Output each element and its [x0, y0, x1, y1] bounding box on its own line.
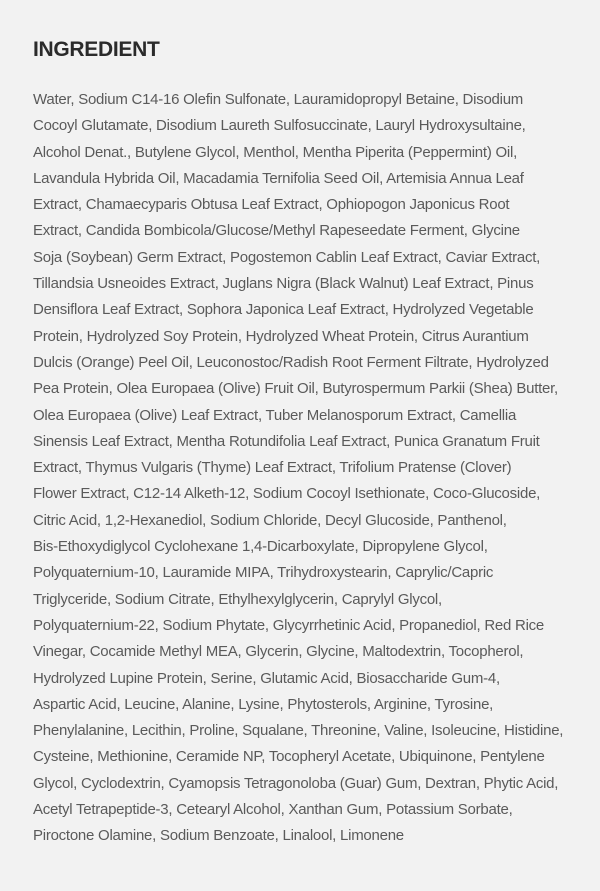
ingredient-line: Alcohol Denat., Butylene Glycol, Menthol, Mentha Piperita (Peppermint) Oil,	[33, 143, 517, 161]
ingredient-line: Densiflora Leaf Extract, Sophora Japonica Leaf Extract, Hydrolyzed Vegetable	[33, 301, 534, 319]
ingredient-line: Tillandsia Usneoides Extract, Juglans Nigra (Black Walnut) Leaf Extract, Pinus	[33, 275, 534, 293]
ingredient-line: Extract, Candida Bombicola/Glucose/Methyl Rapeseedate Ferment, Glycine	[33, 222, 520, 240]
ingredient-line: Piroctone Olamine, Sodium Benzoate, Linalool, Limonene	[33, 827, 404, 845]
ingredient-line: Hydrolyzed Lupine Protein, Serine, Glutamic Acid, Biosaccharide Gum-4,	[33, 669, 500, 687]
ingredient-line: Cocoyl Glutamate, Disodium Laureth Sulfosuccinate, Lauryl Hydroxysultaine,	[33, 117, 526, 135]
ingredient-line: Pea Protein, Olea Europaea (Olive) Fruit Oil, Butyrospermum Parkii (Shea) Butter,	[33, 380, 558, 398]
ingredient-line: Phenylalanine, Lecithin, Proline, Squalane, Threonine, Valine, Isoleucine, Histidine,	[33, 722, 564, 740]
ingredient-line: Cysteine, Methionine, Ceramide NP, Tocopheryl Acetate, Ubiquinone, Pentylene	[33, 748, 545, 766]
ingredient-line: Dulcis (Orange) Peel Oil, Leuconostoc/Radish Root Ferment Filtrate, Hydrolyzed	[33, 353, 549, 371]
ingredient-line: Polyquaternium-10, Lauramide MIPA, Trihydroxystearin, Caprylic/Capric	[33, 564, 494, 582]
ingredient-line: Glycol, Cyclodextrin, Cyamopsis Tetragonoloba (Guar) Gum, Dextran, Phytic Acid,	[33, 774, 559, 792]
ingredient-line: Lavandula Hybrida Oil, Macadamia Ternifolia Seed Oil, Artemisia Annua Leaf	[33, 169, 524, 187]
ingredient-line: Extract, Chamaecyparis Obtusa Leaf Extract, Ophiopogon Japonicus Root	[33, 196, 510, 214]
section-title: INGREDIENT	[33, 38, 160, 61]
ingredient-line: Polyquaternium-22, Sodium Phytate, Glycyrrhetinic Acid, Propanediol, Red Rice	[33, 616, 545, 634]
ingredient-line: Triglyceride, Sodium Citrate, Ethylhexylglycerin, Caprylyl Glycol,	[33, 590, 442, 608]
ingredient-line: Bis-Ethoxydiglycol Cyclohexane 1,4-Dicarboxylate, Dipropylene Glycol,	[33, 538, 488, 556]
ingredient-line: Extract, Thymus Vulgaris (Thyme) Leaf Extract, Trifolium Pratense (Clover)	[33, 459, 512, 477]
ingredient-line: Acetyl Tetrapeptide-3, Cetearyl Alcohol, Xanthan Gum, Potassium Sorbate,	[33, 801, 513, 819]
ingredient-line: Aspartic Acid, Leucine, Alanine, Lysine, Phytosterols, Arginine, Tyrosine,	[33, 695, 494, 713]
ingredient-line: Olea Europaea (Olive) Leaf Extract, Tuber Melanosporum Extract, Camellia	[33, 406, 517, 424]
ingredient-line: Citric Acid, 1,2-Hexanediol, Sodium Chloride, Decyl Glucoside, Panthenol,	[33, 511, 507, 529]
ingredient-line: Vinegar, Cocamide Methyl MEA, Glycerin, Glycine, Maltodextrin, Tocopherol,	[33, 643, 524, 661]
ingredient-line: Flower Extract, C12-14 Alketh-12, Sodium Cocoyl Isethionate, Coco-Glucoside,	[33, 485, 541, 503]
ingredient-line: Soja (Soybean) Germ Extract, Pogostemon Cablin Leaf Extract, Caviar Extract,	[33, 248, 541, 266]
ingredient-line: Protein, Hydrolyzed Soy Protein, Hydrolyzed Wheat Protein, Citrus Aurantium	[33, 327, 529, 345]
ingredient-line: Water, Sodium C14-16 Olefin Sulfonate, Lauramidopropyl Betaine, Disodium	[33, 91, 524, 108]
ingredient-line: Sinensis Leaf Extract, Mentha Rotundifolia Leaf Extract, Punica Granatum Fruit	[33, 432, 540, 450]
ingredient-list	[33, 87, 573, 850]
